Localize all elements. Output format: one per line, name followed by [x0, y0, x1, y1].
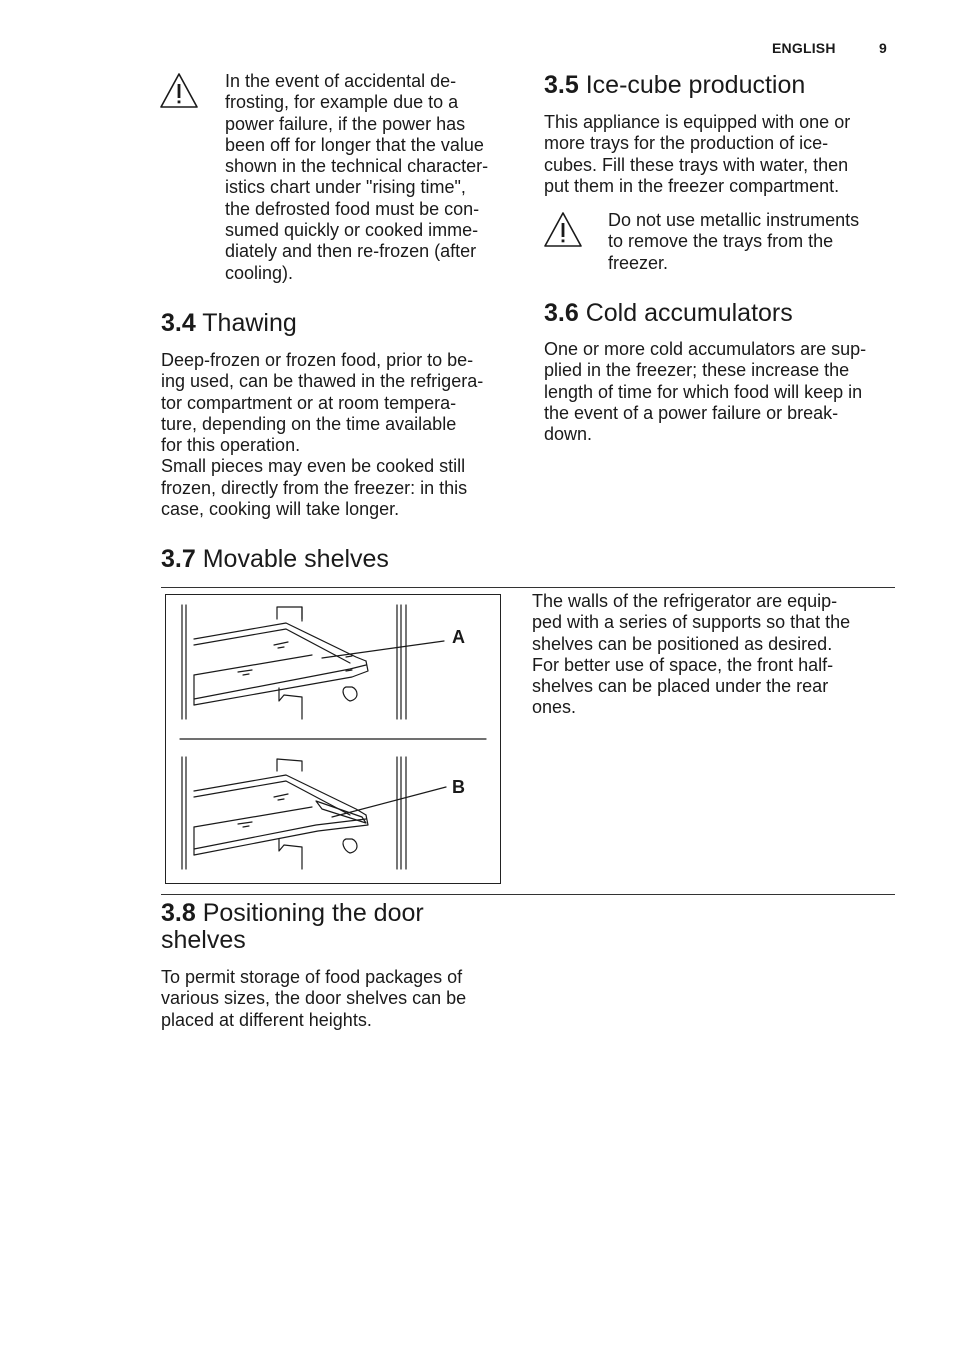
shelf-illustration: [166, 595, 500, 883]
ice-cube-text: This appliance is equipped with one or more trays for the production of ice- cubes. Fill these trays with water, then put them in the freezer compartment.: [544, 112, 851, 196]
shelf-lower-drawing: [182, 757, 446, 869]
language-label: ENGLISH: [772, 40, 836, 56]
warning-triangle-icon: [543, 211, 583, 249]
heading-3-8: [161, 900, 501, 954]
shelf-upper-drawing: [182, 605, 444, 719]
heading-3-6-number: 3.6: [544, 299, 579, 327]
movable-shelves-text: The walls of the refrigerator are equip- ped with a series of supports so that the shelves can be positioned as desired. For better use of space, the front half- shelves can be placed under the rear ones.: [532, 591, 851, 718]
heading-3-4-number: 3.4: [161, 309, 196, 337]
figure-label-a: A: [452, 627, 465, 647]
page-number: 9: [879, 40, 887, 56]
heading-3-4: [161, 310, 297, 337]
heading-3-7-number: 3.7: [161, 545, 196, 573]
heading-3-7-title: Movable shelves: [202, 545, 389, 573]
section-divider-top: [161, 587, 895, 588]
ice-cube-warning-text: Do not use metallic instruments to remove the trays from the freezer.: [608, 210, 860, 273]
warning-triangle-icon: [159, 72, 199, 110]
heading-3-8-number: 3.8: [161, 899, 196, 927]
heading-3-6: [544, 300, 793, 327]
heading-3-5-number: 3.5: [544, 71, 579, 99]
heading-3-5-title: Ice-cube production: [585, 71, 806, 99]
heading-3-8-title: Positioning the door shelves: [161, 899, 424, 954]
heading-3-6-title: Cold accumulators: [585, 299, 793, 327]
cold-accumulators-text: One or more cold accumulators are sup- plied in the freezer; these increase the length of time for which food will keep in the event of a power failure or break- down.: [544, 339, 867, 445]
heading-3-5: [544, 72, 805, 99]
heading-3-7: [161, 546, 389, 573]
defrost-warning-text: In the event of accidental de- frosting, for example due to a power failure, if the power has been off for longer that the value shown in the technical character- istics chart under "rising time", the defrosted food must be con- sumed quickly or cooked imme- diately and then re-frozen (after cooling).: [225, 71, 489, 283]
section-divider-bottom: [161, 894, 895, 895]
movable-shelves-figure: [165, 594, 501, 884]
door-shelves-text: To permit storage of food packages of various sizes, the door shelves can be placed at different heights.: [161, 967, 467, 1030]
figure-label-b: B: [452, 777, 465, 797]
thawing-text: Deep-frozen or frozen food, prior to be- ing used, can be thawed in the refrigera- tor compartment or at room tempera- ture, depending on the time available for this operation. Small pieces may even be cooked still frozen, directly from the freezer: in this case, cooking will take longer.: [161, 350, 484, 520]
heading-3-4-title: Thawing: [202, 309, 297, 337]
